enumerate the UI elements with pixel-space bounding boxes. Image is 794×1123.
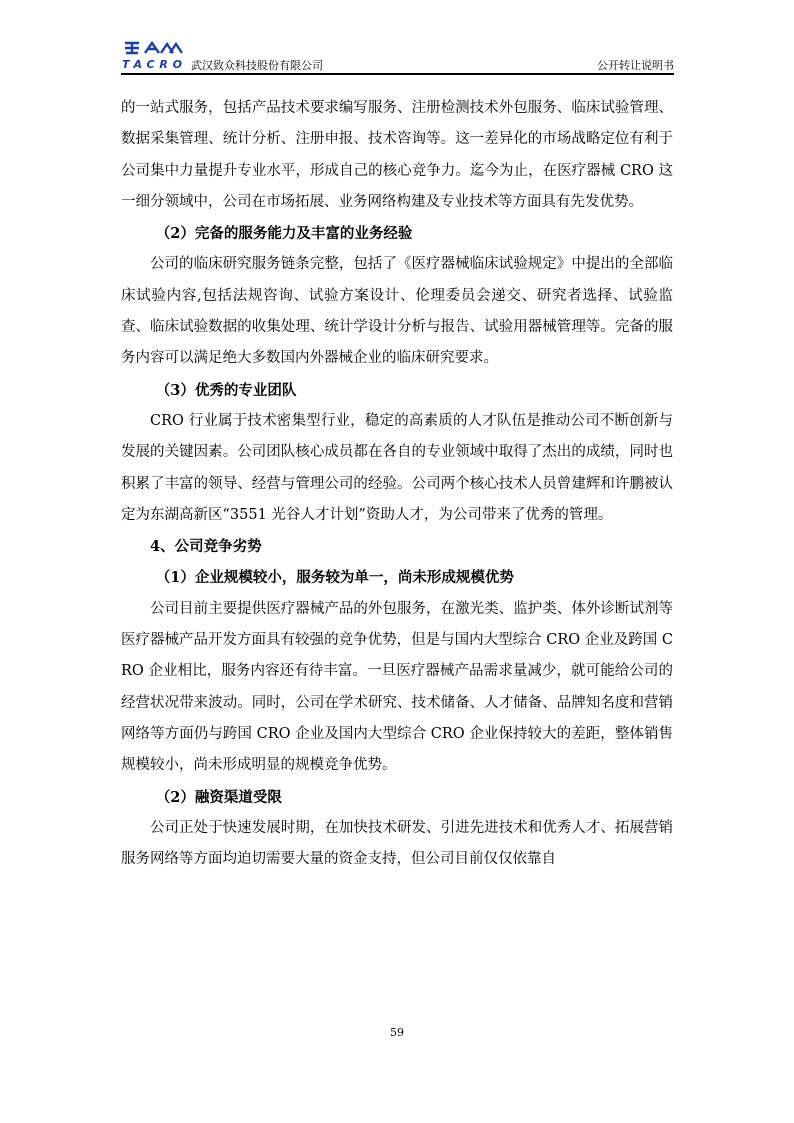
document-title: 公开转让说明书 xyxy=(597,59,674,72)
page-body xyxy=(121,93,673,875)
paragraph-financing-limited: 公司正处于快速发展时期，在加快技术研发、引进先进技术和优秀人才、拓展营销服务网络等方面均迫切需要大量的资金支持，但公司目前仅仅依靠自 xyxy=(121,819,673,868)
company-logo xyxy=(121,40,183,70)
company-name: 武汉致众科技股份有限公司 xyxy=(191,59,323,72)
page-number: 59 xyxy=(390,1026,404,1039)
heading-small-scale: （1）企业规模较小，服务较为单一，尚未形成规模优势 xyxy=(155,569,514,587)
paragraph-service-capability: 公司的临床研究服务链条完整，包括了《医疗器械临床试验规定》中提出的全部临床试验内容,包括法规咨询、试验方案设计、伦理委员会递交、研究者选择、试验监查、临床试验数据的收集处理、统计学设计分析与报告、试验用器械管理等。完备的服务内容可以满足绝大多数国内外器械企业的临床研究要求。 xyxy=(121,256,673,367)
paragraph-one-stop-service: 的一站式服务，包括产品技术要求编写服务、注册检测技术外包服务、临床试验管理、数据采集管理、统计分析、注册申报、技术咨询等。这一差异化的市场战略定位有利于公司集中力量提升专业水平，形成自己的核心竞争力。迄今为止，在医疗器械 CRO 这一细分领域中，公司在市场拓展、业务网络构建及专业技术等方面具有先发优势。 xyxy=(121,100,673,210)
page-header xyxy=(121,40,674,74)
header-divider xyxy=(121,73,674,75)
heading-professional-team: （3）优秀的专业团队 xyxy=(155,381,297,399)
heading-service-capability: （2）完备的服务能力及丰富的业务经验 xyxy=(155,225,413,243)
heading-competitive-disadvantages: 4、公司竞争劣势 xyxy=(150,538,262,556)
heading-financing-limited: （2）融资渠道受限 xyxy=(155,788,282,806)
paragraph-professional-team: CRO 行业属于技术密集型行业，稳定的高素质的人才队伍是推动公司不断创新与发展的关键因素。公司团队核心成员都在各自的专业领域中取得了杰出的成绩，同时也积累了丰富的领导、经营与管理公司的经验。公司两个核心技术人员曾建辉和许鹏被认定为东湖高新区“3551 光谷人才计划”资助人才，为公司带来了优秀的管理。 xyxy=(121,412,673,523)
logo-wordmark: TACRO xyxy=(122,58,182,70)
paragraph-small-scale: 公司目前主要提供医疗器械产品的外包服务，在激光类、监护类、体外诊断试剂等医疗器械产品开发方面具有较强的竞争优势，但是与国内大型综合 CRO 企业及跨国 CRO 企业相比，服务内容还有待丰富。一旦医疗器械产品需求量减少，就可能给公司的经营状况带来波动。同时，公司在学术研究、技术储备、人才储备、品牌知名度和营销网络等方面仍与跨国 CRO 企业及国内大型综合 CRO 企业保持较大的差距，整体销售规模较小，尚未形成明显的规模竞争优势。 xyxy=(121,600,673,774)
